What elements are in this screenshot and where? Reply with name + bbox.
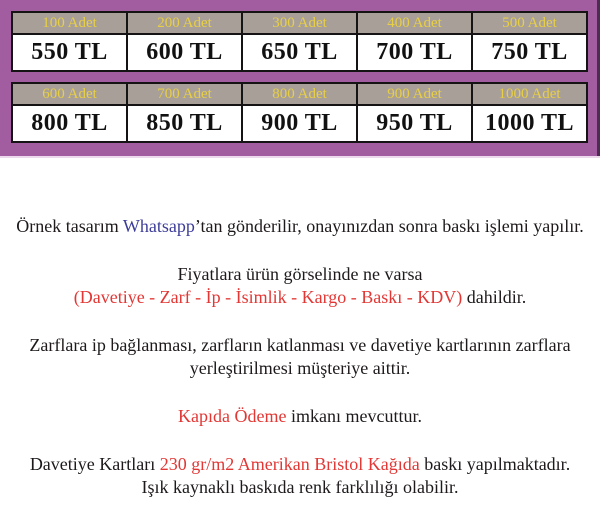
paper-spec-text: 230 gr/m2 Amerikan Bristol Kağıda: [159, 454, 420, 474]
note-text: Zarflara ip bağlanması, zarfların katlanması ve davetiye kartlarının zarflara yerleştirilmesi müşteriye aittir.: [29, 335, 571, 378]
price-cell: 650 TL: [243, 35, 356, 70]
cod-text: Kapıda Ödeme: [178, 406, 287, 426]
pricing-band: [0, 0, 600, 158]
qty-header-cell: 400 Adet: [358, 13, 471, 33]
qty-header-cell: 900 Adet: [358, 84, 471, 104]
note-text: Işık kaynaklı baskıda renk farklılığı olabilir.: [141, 477, 459, 497]
note-price-includes: [11, 263, 589, 309]
note-text: imkanı mevcuttur.: [286, 406, 422, 426]
qty-header-cell: 700 Adet: [128, 84, 241, 104]
qty-header-cell: 200 Adet: [128, 13, 241, 33]
price-cell: 700 TL: [358, 35, 471, 70]
note-cash-on-delivery: [11, 405, 589, 428]
note-text: Davetiye Kartları: [29, 454, 160, 474]
qty-header-cell: 100 Adet: [13, 13, 126, 33]
price-cell: 1000 TL: [473, 106, 586, 141]
price-cell: 900 TL: [243, 106, 356, 141]
qty-header-cell: 600 Adet: [13, 84, 126, 104]
qty-header-cell: 1000 Adet: [473, 84, 586, 104]
qty-header-cell: 300 Adet: [243, 13, 356, 33]
price-cell: 850 TL: [128, 106, 241, 141]
note-customer-tasks: [11, 334, 589, 380]
note-sample-design: [11, 215, 589, 238]
note-text: ’tan gönderilir, onayınızdan sonra baskı işlemi yapılır.: [194, 216, 584, 236]
price-cell: 550 TL: [13, 35, 126, 70]
whatsapp-text: Whatsapp: [122, 216, 195, 236]
price-cell: 750 TL: [473, 35, 586, 70]
price-cell: 800 TL: [13, 106, 126, 141]
included-items-text: (Davetiye - Zarf - İp - İsimlik - Kargo - Baskı - KDV): [73, 287, 463, 307]
note-text: Örnek tasarım: [16, 216, 123, 236]
price-cell: 600 TL: [128, 35, 241, 70]
note-paper-info: [11, 453, 589, 499]
qty-header-cell: 800 Adet: [243, 84, 356, 104]
note-text: baskı yapılmaktadır.: [419, 454, 571, 474]
qty-header-cell: 500 Adet: [473, 13, 586, 33]
note-text: Fiyatlara ürün görselinde ne varsa: [177, 264, 423, 284]
price-cell: 950 TL: [358, 106, 471, 141]
notes-section: [0, 158, 600, 499]
pricing-table-1: [11, 11, 588, 72]
note-text: dahildir.: [462, 287, 527, 307]
pricing-table-2: [11, 82, 588, 143]
